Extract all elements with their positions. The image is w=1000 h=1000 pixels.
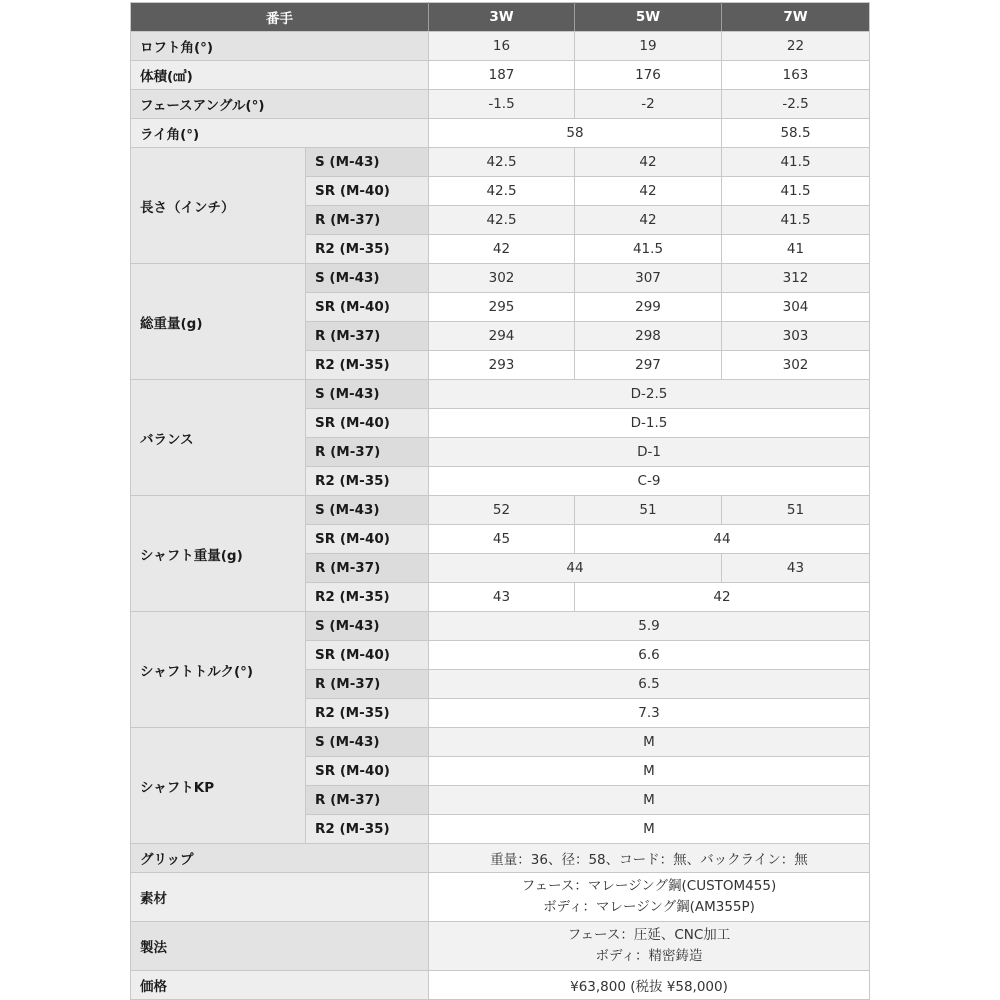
flex-label: SR (M-40) bbox=[306, 293, 429, 322]
value-cell: 51 bbox=[575, 496, 722, 525]
row-shaft-weight-s bbox=[131, 496, 870, 525]
value-cell-merged: 5.9 bbox=[429, 612, 870, 641]
flex-label: S (M-43) bbox=[306, 612, 429, 641]
header-club-number: 番手 bbox=[131, 3, 429, 32]
value-cell-merged: 6.6 bbox=[429, 641, 870, 670]
value-cell-merged bbox=[429, 922, 870, 971]
value-cell-merged: D-1.5 bbox=[429, 409, 870, 438]
value-cell: 312 bbox=[722, 264, 870, 293]
value-cell: 297 bbox=[575, 351, 722, 380]
value-cell: 41.5 bbox=[722, 206, 870, 235]
row-label: ロフト角(°) bbox=[131, 32, 429, 61]
value-cell: 42 bbox=[575, 177, 722, 206]
club-spec-table bbox=[130, 2, 870, 1000]
header-row bbox=[131, 3, 870, 32]
value-cell: 293 bbox=[429, 351, 575, 380]
row-label: グリップ bbox=[131, 844, 429, 873]
row-loft bbox=[131, 32, 870, 61]
method-body-line: ボディ：精密鋳造 bbox=[595, 948, 703, 964]
value-cell: 42.5 bbox=[429, 148, 575, 177]
flex-label: R (M-37) bbox=[306, 322, 429, 351]
value-cell: 187 bbox=[429, 61, 575, 90]
header-7w: 7W bbox=[722, 3, 870, 32]
material-body-line: ボディ：マレージング鋼(AM355P) bbox=[543, 899, 755, 915]
flex-label: R (M-37) bbox=[306, 554, 429, 583]
value-cell: 43 bbox=[429, 583, 575, 612]
method-face-line: フェース：圧延、CNC加工 bbox=[567, 927, 731, 943]
value-cell-merged: 58 bbox=[429, 119, 722, 148]
value-cell-merged: 重量：36、径：58、コード：無、バックライン：無 bbox=[429, 844, 870, 873]
value-cell-merged: M bbox=[429, 757, 870, 786]
row-label: フェースアングル(°) bbox=[131, 90, 429, 119]
flex-label: R (M-37) bbox=[306, 206, 429, 235]
value-cell: 41.5 bbox=[575, 235, 722, 264]
row-grip bbox=[131, 844, 870, 873]
value-cell-merged bbox=[429, 873, 870, 922]
value-cell-merged: 44 bbox=[575, 525, 870, 554]
flex-label: SR (M-40) bbox=[306, 177, 429, 206]
value-cell-merged: 42 bbox=[575, 583, 870, 612]
value-cell: 16 bbox=[429, 32, 575, 61]
header-5w: 5W bbox=[575, 3, 722, 32]
flex-label: R2 (M-35) bbox=[306, 351, 429, 380]
value-cell: 41.5 bbox=[722, 177, 870, 206]
value-cell-merged: 44 bbox=[429, 554, 722, 583]
section-label: 長さ（インチ） bbox=[131, 148, 306, 264]
section-label: シャフト重量(g) bbox=[131, 496, 306, 612]
value-cell: 42 bbox=[575, 206, 722, 235]
spec-table-container bbox=[130, 2, 870, 1000]
flex-label: R2 (M-35) bbox=[306, 235, 429, 264]
value-cell: 41.5 bbox=[722, 148, 870, 177]
row-label: ライ角(°) bbox=[131, 119, 429, 148]
section-label: 総重量(g) bbox=[131, 264, 306, 380]
value-cell: 303 bbox=[722, 322, 870, 351]
flex-label: R2 (M-35) bbox=[306, 467, 429, 496]
row-shaft-torque-s bbox=[131, 612, 870, 641]
flex-label: R2 (M-35) bbox=[306, 699, 429, 728]
value-cell: 304 bbox=[722, 293, 870, 322]
row-method bbox=[131, 922, 870, 971]
flex-label: SR (M-40) bbox=[306, 641, 429, 670]
value-cell: -2.5 bbox=[722, 90, 870, 119]
row-label: 体積(㎤) bbox=[131, 61, 429, 90]
value-cell-merged: D-1 bbox=[429, 438, 870, 467]
value-cell: 295 bbox=[429, 293, 575, 322]
value-cell-merged: D-2.5 bbox=[429, 380, 870, 409]
header-3w: 3W bbox=[429, 3, 575, 32]
value-cell-merged: M bbox=[429, 786, 870, 815]
value-cell: 41 bbox=[722, 235, 870, 264]
flex-label: SR (M-40) bbox=[306, 757, 429, 786]
value-cell: 302 bbox=[722, 351, 870, 380]
flex-label: R2 (M-35) bbox=[306, 815, 429, 844]
value-cell: 298 bbox=[575, 322, 722, 351]
value-cell-merged: M bbox=[429, 815, 870, 844]
flex-label: SR (M-40) bbox=[306, 409, 429, 438]
row-length-s bbox=[131, 148, 870, 177]
value-cell: 19 bbox=[575, 32, 722, 61]
value-cell: 52 bbox=[429, 496, 575, 525]
flex-label: S (M-43) bbox=[306, 264, 429, 293]
value-cell: 42.5 bbox=[429, 177, 575, 206]
row-lie-angle bbox=[131, 119, 870, 148]
row-label: 製法 bbox=[131, 922, 429, 971]
value-cell-merged: 6.5 bbox=[429, 670, 870, 699]
value-cell-merged: C-9 bbox=[429, 467, 870, 496]
flex-label: S (M-43) bbox=[306, 148, 429, 177]
value-cell: 42 bbox=[575, 148, 722, 177]
row-label: 素材 bbox=[131, 873, 429, 922]
value-cell: 302 bbox=[429, 264, 575, 293]
flex-label: R (M-37) bbox=[306, 786, 429, 815]
flex-label: S (M-43) bbox=[306, 728, 429, 757]
value-cell: 307 bbox=[575, 264, 722, 293]
flex-label: R2 (M-35) bbox=[306, 583, 429, 612]
row-volume bbox=[131, 61, 870, 90]
section-label: シャフトKP bbox=[131, 728, 306, 844]
row-balance-s bbox=[131, 380, 870, 409]
value-cell-merged: ¥63,800 (税抜 ¥58,000) bbox=[429, 971, 870, 1000]
row-total-weight-s bbox=[131, 264, 870, 293]
value-cell: 176 bbox=[575, 61, 722, 90]
section-label: バランス bbox=[131, 380, 306, 496]
value-cell: 299 bbox=[575, 293, 722, 322]
row-price bbox=[131, 971, 870, 1000]
row-face-angle bbox=[131, 90, 870, 119]
value-cell: -2 bbox=[575, 90, 722, 119]
value-cell-merged: M bbox=[429, 728, 870, 757]
material-face-line: フェース：マレージング鋼(CUSTOM455) bbox=[521, 878, 777, 894]
flex-label: R (M-37) bbox=[306, 670, 429, 699]
row-label: 価格 bbox=[131, 971, 429, 1000]
value-cell: 42.5 bbox=[429, 206, 575, 235]
flex-label: S (M-43) bbox=[306, 380, 429, 409]
value-cell: 51 bbox=[722, 496, 870, 525]
row-shaft-kp-s bbox=[131, 728, 870, 757]
flex-label: SR (M-40) bbox=[306, 525, 429, 554]
value-cell: 42 bbox=[429, 235, 575, 264]
value-cell: -1.5 bbox=[429, 90, 575, 119]
flex-label: S (M-43) bbox=[306, 496, 429, 525]
value-cell-merged: 7.3 bbox=[429, 699, 870, 728]
section-label: シャフトトルク(°) bbox=[131, 612, 306, 728]
value-cell: 22 bbox=[722, 32, 870, 61]
value-cell: 294 bbox=[429, 322, 575, 351]
value-cell: 45 bbox=[429, 525, 575, 554]
value-cell: 43 bbox=[722, 554, 870, 583]
value-cell: 163 bbox=[722, 61, 870, 90]
value-cell: 58.5 bbox=[722, 119, 870, 148]
flex-label: R (M-37) bbox=[306, 438, 429, 467]
row-material bbox=[131, 873, 870, 922]
